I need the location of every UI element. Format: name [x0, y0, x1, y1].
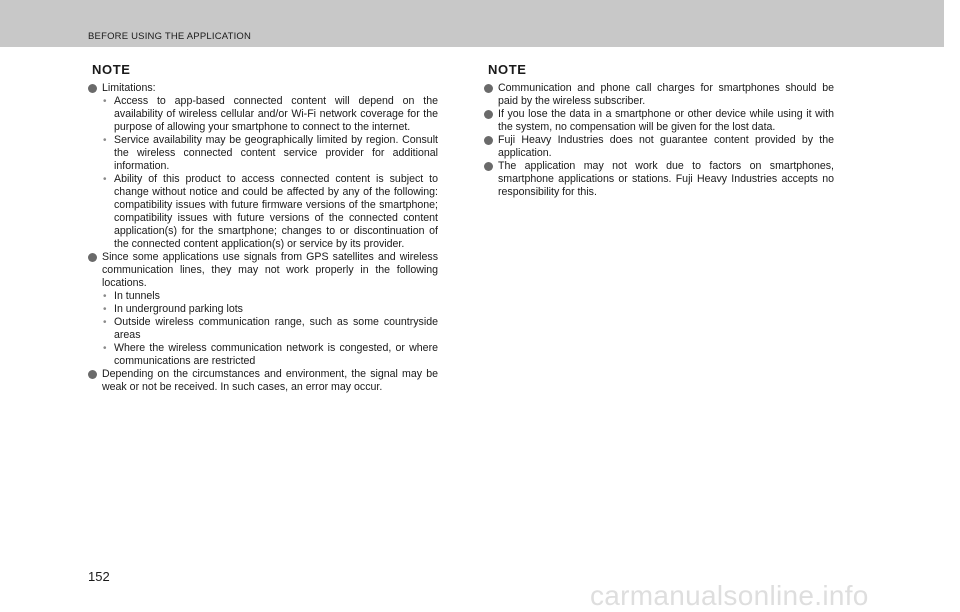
bullet-dot-icon: [484, 162, 493, 171]
header-bar: [0, 0, 944, 47]
bullet-icon: •: [103, 174, 107, 185]
list-item: [484, 108, 834, 134]
bullet-dot-icon: [88, 253, 97, 262]
sub-list-item: [102, 303, 438, 316]
sub-item-text: Ability of this product to access connected content is subject to change without notice and could be affected by any of the following: compatibility issues with future firmware versions of the smartphone; compatibility issues with future versions of the connected content application(s) for the smartphone; changes to or discontinuation of the connected content application(s) or service by its provider.: [114, 173, 438, 250]
sub-list-item: [102, 316, 438, 342]
bullet-icon: •: [103, 96, 107, 107]
list-item: [88, 368, 438, 394]
note-list: [484, 82, 834, 199]
bullet-dot-icon: [88, 370, 97, 379]
bullet-dot-icon: [484, 136, 493, 145]
list-item: [484, 134, 834, 160]
watermark: carmanualsonline.info: [590, 580, 869, 611]
sub-list: [102, 290, 438, 368]
sub-list: [102, 95, 438, 251]
item-text: Communication and phone call charges for smartphones should be paid by the wireless subscriber.: [498, 82, 834, 107]
item-text: Since some applications use signals from GPS satellites and wireless communication lines, they may not work properly in the following locations.: [102, 251, 438, 289]
sub-item-text: Where the wireless communication network is congested, or where communications are restricted: [114, 342, 438, 367]
bullet-icon: •: [103, 291, 107, 302]
sub-item-text: In tunnels: [114, 290, 160, 302]
section-title: BEFORE USING THE APPLICATION: [88, 31, 252, 42]
item-text: Depending on the circumstances and environment, the signal may be weak or not be received. In such cases, an error may occur.: [102, 368, 438, 393]
sub-list-item: [102, 342, 438, 368]
item-text: The application may not work due to factors on smartphones, smartphone applications or stations. Fuji Heavy Industries accepts no responsibility for this.: [498, 160, 834, 198]
page-number: 152: [88, 569, 110, 584]
bullet-icon: •: [103, 317, 107, 328]
list-item: [484, 82, 834, 108]
bullet-icon: •: [103, 343, 107, 354]
item-text: If you lose the data in a smartphone or other device while using it with the system, no compensation will be given for the lost data.: [498, 108, 834, 133]
sub-list-item: [102, 173, 438, 251]
bullet-dot-icon: [88, 84, 97, 93]
note-list: [88, 82, 438, 394]
note-right: [484, 62, 834, 199]
bullet-dot-icon: [484, 110, 493, 119]
bullet-icon: •: [103, 135, 107, 146]
bullet-dot-icon: [484, 84, 493, 93]
sub-list-item: [102, 134, 438, 173]
sub-item-text: Outside wireless communication range, such as some countryside areas: [114, 316, 438, 341]
sub-list-item: [102, 95, 438, 134]
note-heading: NOTE: [488, 62, 527, 77]
list-item: [88, 251, 438, 368]
sub-item-text: Service availability may be geographically limited by region. Consult the wireless connected content service provider for additional information.: [114, 134, 438, 172]
item-text: Fuji Heavy Industries does not guarantee content provided by the application.: [498, 134, 834, 159]
list-item: [88, 82, 438, 251]
list-item: [484, 160, 834, 199]
item-text: Limitations:: [102, 82, 156, 94]
note-left: [88, 62, 438, 394]
sub-item-text: In underground parking lots: [114, 303, 243, 315]
sub-item-text: Access to app-based connected content will depend on the availability of wireless cellular and/or Wi-Fi network coverage for the purpose of allowing your smartphone to connect to the internet.: [114, 95, 438, 133]
sub-list-item: [102, 290, 438, 303]
bullet-icon: •: [103, 304, 107, 315]
note-heading: NOTE: [92, 62, 131, 77]
